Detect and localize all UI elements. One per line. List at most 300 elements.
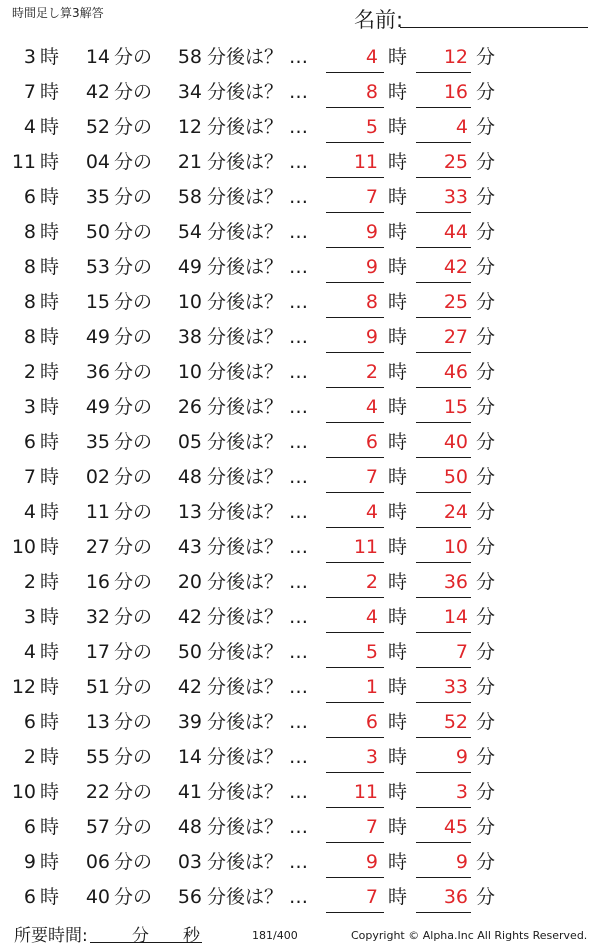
answer-minute-label: 分 (476, 816, 496, 838)
answer-hour: 7 (365, 186, 378, 208)
answer-hour: 11 (353, 536, 378, 558)
answer-minute-label: 分 (476, 536, 496, 558)
minute-of-label: 分の (114, 81, 153, 103)
answer-hour-label: 時 (388, 256, 408, 278)
answer-minute-label: 分 (476, 886, 496, 908)
minute-of-label: 分の (114, 186, 153, 208)
start-hour: 4 (23, 641, 36, 663)
answer-hour-blank[interactable] (326, 737, 384, 738)
after-label: 分後は？ … (207, 151, 309, 173)
start-minute: 57 (85, 816, 110, 838)
start-minute: 40 (85, 886, 110, 908)
start-minute: 55 (85, 746, 110, 768)
added-minutes: 26 (177, 396, 202, 418)
after-label: 分後は？ … (207, 676, 309, 698)
answer-minute-label: 分 (476, 431, 496, 453)
answer-minute-blank[interactable] (416, 457, 471, 458)
answer-hour: 8 (365, 81, 378, 103)
answer-hour: 9 (365, 851, 378, 873)
start-minute: 32 (85, 606, 110, 628)
time-input-line[interactable] (90, 942, 202, 943)
minute-of-label: 分の (114, 641, 153, 663)
answer-hour-label: 時 (388, 46, 408, 68)
start-minute: 11 (85, 501, 110, 523)
answer-minute-blank[interactable] (416, 247, 471, 248)
answer-hour-blank[interactable] (326, 177, 384, 178)
hour-label: 時 (40, 746, 60, 768)
answer-minute: 25 (443, 291, 468, 313)
answer-hour: 2 (365, 571, 378, 593)
added-minutes: 50 (177, 641, 202, 663)
answer-minute-label: 分 (476, 606, 496, 628)
problem-row (0, 880, 600, 915)
problem-row (0, 110, 600, 145)
worksheet-title: 時間足し算3解答 (12, 6, 104, 20)
start-hour: 6 (23, 711, 36, 733)
minute-of-label: 分の (114, 291, 153, 313)
answer-hour-label: 時 (388, 431, 408, 453)
answer-hour-label: 時 (388, 536, 408, 558)
answer-hour-label: 時 (388, 886, 408, 908)
answer-hour-label: 時 (388, 746, 408, 768)
answer-hour-label: 時 (388, 571, 408, 593)
name-label: 名前: (354, 8, 404, 32)
answer-hour: 4 (365, 46, 378, 68)
answer-hour-label: 時 (388, 781, 408, 803)
answer-minute-label: 分 (476, 501, 496, 523)
answer-minute: 4 (455, 116, 468, 138)
hour-label: 時 (40, 81, 60, 103)
answer-minute: 9 (455, 746, 468, 768)
problem-row (0, 460, 600, 495)
answer-hour-label: 時 (388, 291, 408, 313)
answer-hour-blank[interactable] (326, 247, 384, 248)
answer-minute-label: 分 (476, 781, 496, 803)
answer-minute-label: 分 (476, 256, 496, 278)
answer-minute-blank[interactable] (416, 807, 471, 808)
problem-row (0, 215, 600, 250)
answer-hour-blank[interactable] (326, 527, 384, 528)
answer-hour-blank[interactable] (326, 842, 384, 843)
answer-hour: 9 (365, 326, 378, 348)
second-label: 秒 (183, 926, 200, 946)
start-minute: 49 (85, 326, 110, 348)
answer-minute-blank[interactable] (416, 387, 471, 388)
answer-minute: 16 (443, 81, 468, 103)
added-minutes: 12 (177, 116, 202, 138)
answer-hour-blank[interactable] (326, 492, 384, 493)
answer-minute-blank[interactable] (416, 422, 471, 423)
start-hour: 6 (23, 886, 36, 908)
start-minute: 50 (85, 221, 110, 243)
after-label: 分後は？ … (207, 396, 309, 418)
minute-of-label: 分の (114, 396, 153, 418)
problem-row (0, 180, 600, 215)
answer-hour-blank[interactable] (326, 317, 384, 318)
answer-minute-label: 分 (476, 851, 496, 873)
problem-row (0, 145, 600, 180)
hour-label: 時 (40, 676, 60, 698)
hour-label: 時 (40, 851, 60, 873)
hour-label: 時 (40, 781, 60, 803)
after-label: 分後は？ … (207, 46, 309, 68)
answer-hour-blank[interactable] (326, 702, 384, 703)
start-minute: 16 (85, 571, 110, 593)
answer-minute-label: 分 (476, 676, 496, 698)
problem-row (0, 425, 600, 460)
answer-minute: 33 (443, 676, 468, 698)
after-label: 分後は？ … (207, 886, 309, 908)
after-label: 分後は？ … (207, 746, 309, 768)
answer-hour: 4 (365, 606, 378, 628)
problem-row (0, 320, 600, 355)
problem-row (0, 495, 600, 530)
minute-of-label: 分の (114, 46, 153, 68)
answer-minute-blank[interactable] (416, 877, 471, 878)
hour-label: 時 (40, 361, 60, 383)
answer-minute-blank[interactable] (416, 282, 471, 283)
answer-hour-label: 時 (388, 326, 408, 348)
answer-minute-label: 分 (476, 466, 496, 488)
added-minutes: 38 (177, 326, 202, 348)
answer-hour: 11 (353, 781, 378, 803)
added-minutes: 21 (177, 151, 202, 173)
answer-minute: 45 (443, 816, 468, 838)
answer-minute-blank[interactable] (416, 177, 471, 178)
answer-minute: 15 (443, 396, 468, 418)
start-minute: 15 (85, 291, 110, 313)
answer-minute: 36 (443, 886, 468, 908)
answer-hour-blank[interactable] (326, 422, 384, 423)
after-label: 分後は？ … (207, 326, 309, 348)
answer-minute-blank[interactable] (416, 352, 471, 353)
start-minute: 35 (85, 431, 110, 453)
hour-label: 時 (40, 186, 60, 208)
time-required-label: 所要時間: (14, 926, 88, 946)
after-label: 分後は？ … (207, 361, 309, 383)
answer-minute-label: 分 (476, 81, 496, 103)
after-label: 分後は？ … (207, 466, 309, 488)
answer-hour-blank[interactable] (326, 597, 384, 598)
hour-label: 時 (40, 816, 60, 838)
answer-minute-blank[interactable] (416, 72, 471, 73)
problem-row (0, 705, 600, 740)
problem-row (0, 845, 600, 880)
name-input-line[interactable] (400, 27, 588, 28)
answer-hour-blank[interactable] (326, 912, 384, 913)
answer-hour-label: 時 (388, 501, 408, 523)
hour-label: 時 (40, 151, 60, 173)
answer-hour-blank[interactable] (326, 72, 384, 73)
answer-hour-blank[interactable] (326, 562, 384, 563)
start-hour: 8 (23, 221, 36, 243)
minute-of-label: 分の (114, 466, 153, 488)
hour-label: 時 (40, 501, 60, 523)
answer-minute: 44 (443, 221, 468, 243)
answer-minute-blank[interactable] (416, 597, 471, 598)
minute-of-label: 分の (114, 361, 153, 383)
start-hour: 8 (23, 256, 36, 278)
answer-minute-label: 分 (476, 151, 496, 173)
answer-minute-label: 分 (476, 186, 496, 208)
start-hour: 7 (23, 81, 36, 103)
start-minute: 14 (85, 46, 110, 68)
answer-hour-label: 時 (388, 676, 408, 698)
answer-minute: 50 (443, 466, 468, 488)
answer-minute: 27 (443, 326, 468, 348)
problem-row (0, 75, 600, 110)
start-hour: 10 (11, 781, 36, 803)
after-label: 分後は？ … (207, 81, 309, 103)
answer-hour: 9 (365, 256, 378, 278)
answer-minute-blank[interactable] (416, 212, 471, 213)
added-minutes: 14 (177, 746, 202, 768)
answer-minute: 36 (443, 571, 468, 593)
answer-hour: 9 (365, 221, 378, 243)
answer-hour: 6 (365, 431, 378, 453)
added-minutes: 42 (177, 606, 202, 628)
answer-minute-blank[interactable] (416, 632, 471, 633)
problem-row (0, 40, 600, 75)
problem-row (0, 775, 600, 810)
copyright: Copyright © Alpha.Inc All Rights Reserved. (351, 929, 588, 942)
hour-label: 時 (40, 606, 60, 628)
answer-hour-blank[interactable] (326, 142, 384, 143)
answer-minute: 24 (443, 501, 468, 523)
minute-of-label: 分の (114, 571, 153, 593)
answer-hour-blank[interactable] (326, 632, 384, 633)
start-hour: 2 (23, 746, 36, 768)
answer-minute-label: 分 (476, 291, 496, 313)
answer-hour: 4 (365, 501, 378, 523)
hour-label: 時 (40, 536, 60, 558)
start-minute: 51 (85, 676, 110, 698)
added-minutes: 41 (177, 781, 202, 803)
start-hour: 9 (23, 851, 36, 873)
answer-minute-blank[interactable] (416, 107, 471, 108)
start-minute: 13 (85, 711, 110, 733)
added-minutes: 03 (177, 851, 202, 873)
answer-minute-blank[interactable] (416, 492, 471, 493)
added-minutes: 34 (177, 81, 202, 103)
minute-of-label: 分の (114, 501, 153, 523)
answer-minute-blank[interactable] (416, 702, 471, 703)
start-hour: 3 (23, 46, 36, 68)
after-label: 分後は？ … (207, 116, 309, 138)
minute-of-label: 分の (114, 606, 153, 628)
answer-minute: 3 (455, 781, 468, 803)
answer-hour-label: 時 (388, 851, 408, 873)
answer-hour-blank[interactable] (326, 772, 384, 773)
answer-minute: 14 (443, 606, 468, 628)
added-minutes: 54 (177, 221, 202, 243)
start-hour: 2 (23, 571, 36, 593)
start-hour: 8 (23, 326, 36, 348)
added-minutes: 48 (177, 816, 202, 838)
added-minutes: 05 (177, 431, 202, 453)
answer-hour-label: 時 (388, 606, 408, 628)
answer-hour-label: 時 (388, 186, 408, 208)
answer-hour-blank[interactable] (326, 457, 384, 458)
answer-hour-label: 時 (388, 221, 408, 243)
after-label: 分後は？ … (207, 711, 309, 733)
problem-row (0, 565, 600, 600)
answer-hour-blank[interactable] (326, 667, 384, 668)
after-label: 分後は？ … (207, 431, 309, 453)
added-minutes: 13 (177, 501, 202, 523)
answer-hour-label: 時 (388, 396, 408, 418)
answer-hour: 7 (365, 466, 378, 488)
answer-minute-blank[interactable] (416, 142, 471, 143)
answer-minute-label: 分 (476, 711, 496, 733)
answer-minute-label: 分 (476, 361, 496, 383)
answer-minute: 9 (455, 851, 468, 873)
minute-of-label: 分の (114, 221, 153, 243)
start-minute: 02 (85, 466, 110, 488)
answer-minute: 7 (455, 641, 468, 663)
after-label: 分後は？ … (207, 536, 309, 558)
start-hour: 3 (23, 606, 36, 628)
problem-row (0, 600, 600, 635)
page-number: 181/400 (252, 929, 298, 942)
answer-hour-blank[interactable] (326, 107, 384, 108)
answer-minute-blank[interactable] (416, 737, 471, 738)
answer-minute: 40 (443, 431, 468, 453)
answer-hour-blank[interactable] (326, 352, 384, 353)
problem-row (0, 250, 600, 285)
answer-hour-label: 時 (388, 816, 408, 838)
start-minute: 52 (85, 116, 110, 138)
after-label: 分後は？ … (207, 501, 309, 523)
after-label: 分後は？ … (207, 781, 309, 803)
answer-hour-blank[interactable] (326, 212, 384, 213)
answer-minute-blank[interactable] (416, 562, 471, 563)
answer-hour-label: 時 (388, 151, 408, 173)
start-minute: 53 (85, 256, 110, 278)
minute-of-label: 分の (114, 886, 153, 908)
minute-of-label: 分の (114, 431, 153, 453)
answer-hour-blank[interactable] (326, 877, 384, 878)
added-minutes: 56 (177, 886, 202, 908)
hour-label: 時 (40, 46, 60, 68)
answer-minute: 33 (443, 186, 468, 208)
answer-minute-label: 分 (476, 326, 496, 348)
answer-hour: 2 (365, 361, 378, 383)
minute-of-label: 分の (114, 256, 153, 278)
after-label: 分後は？ … (207, 186, 309, 208)
hour-label: 時 (40, 256, 60, 278)
after-label: 分後は？ … (207, 256, 309, 278)
minute-of-label: 分の (114, 711, 153, 733)
minute-of-label: 分の (114, 326, 153, 348)
answer-hour: 3 (365, 746, 378, 768)
start-hour: 4 (23, 116, 36, 138)
added-minutes: 49 (177, 256, 202, 278)
answer-minute-blank[interactable] (416, 667, 471, 668)
answer-hour: 4 (365, 396, 378, 418)
answer-minute-blank[interactable] (416, 912, 471, 913)
start-hour: 4 (23, 501, 36, 523)
answer-hour-blank[interactable] (326, 387, 384, 388)
start-hour: 11 (11, 151, 36, 173)
hour-label: 時 (40, 396, 60, 418)
answer-minute-blank[interactable] (416, 317, 471, 318)
answer-hour-label: 時 (388, 641, 408, 663)
added-minutes: 58 (177, 46, 202, 68)
start-hour: 12 (11, 676, 36, 698)
start-hour: 7 (23, 466, 36, 488)
start-minute: 04 (85, 151, 110, 173)
added-minutes: 48 (177, 466, 202, 488)
hour-label: 時 (40, 116, 60, 138)
answer-minute-blank[interactable] (416, 842, 471, 843)
start-minute: 35 (85, 186, 110, 208)
answer-minute-label: 分 (476, 46, 496, 68)
answer-minute-blank[interactable] (416, 772, 471, 773)
answer-minute-label: 分 (476, 571, 496, 593)
answer-hour-label: 時 (388, 466, 408, 488)
problem-row (0, 810, 600, 845)
answer-hour-blank[interactable] (326, 807, 384, 808)
start-hour: 10 (11, 536, 36, 558)
after-label: 分後は？ … (207, 816, 309, 838)
start-hour: 6 (23, 431, 36, 453)
added-minutes: 10 (177, 361, 202, 383)
minute-of-label: 分の (114, 676, 153, 698)
answer-hour-label: 時 (388, 81, 408, 103)
answer-hour: 11 (353, 151, 378, 173)
answer-hour: 7 (365, 816, 378, 838)
answer-minute: 42 (443, 256, 468, 278)
minute-of-label: 分の (114, 816, 153, 838)
after-label: 分後は？ … (207, 571, 309, 593)
answer-hour-label: 時 (388, 116, 408, 138)
after-label: 分後は？ … (207, 851, 309, 873)
problem-row (0, 635, 600, 670)
problem-row (0, 530, 600, 565)
added-minutes: 58 (177, 186, 202, 208)
after-label: 分後は？ … (207, 606, 309, 628)
answer-minute-label: 分 (476, 746, 496, 768)
answer-minute-label: 分 (476, 641, 496, 663)
answer-minute-blank[interactable] (416, 527, 471, 528)
added-minutes: 10 (177, 291, 202, 313)
answer-hour: 8 (365, 291, 378, 313)
minute-of-label: 分の (114, 851, 153, 873)
problem-row (0, 285, 600, 320)
start-hour: 8 (23, 291, 36, 313)
problem-list (0, 40, 600, 915)
answer-hour: 6 (365, 711, 378, 733)
start-minute: 36 (85, 361, 110, 383)
minute-of-label: 分の (114, 536, 153, 558)
after-label: 分後は？ … (207, 221, 309, 243)
start-hour: 3 (23, 396, 36, 418)
answer-hour-label: 時 (388, 361, 408, 383)
hour-label: 時 (40, 571, 60, 593)
minute-of-label: 分の (114, 151, 153, 173)
answer-hour-blank[interactable] (326, 282, 384, 283)
answer-minute: 46 (443, 361, 468, 383)
answer-minute: 12 (443, 46, 468, 68)
problem-row (0, 390, 600, 425)
hour-label: 時 (40, 326, 60, 348)
answer-hour: 1 (365, 676, 378, 698)
answer-hour: 5 (365, 116, 378, 138)
start-minute: 27 (85, 536, 110, 558)
added-minutes: 20 (177, 571, 202, 593)
hour-label: 時 (40, 886, 60, 908)
